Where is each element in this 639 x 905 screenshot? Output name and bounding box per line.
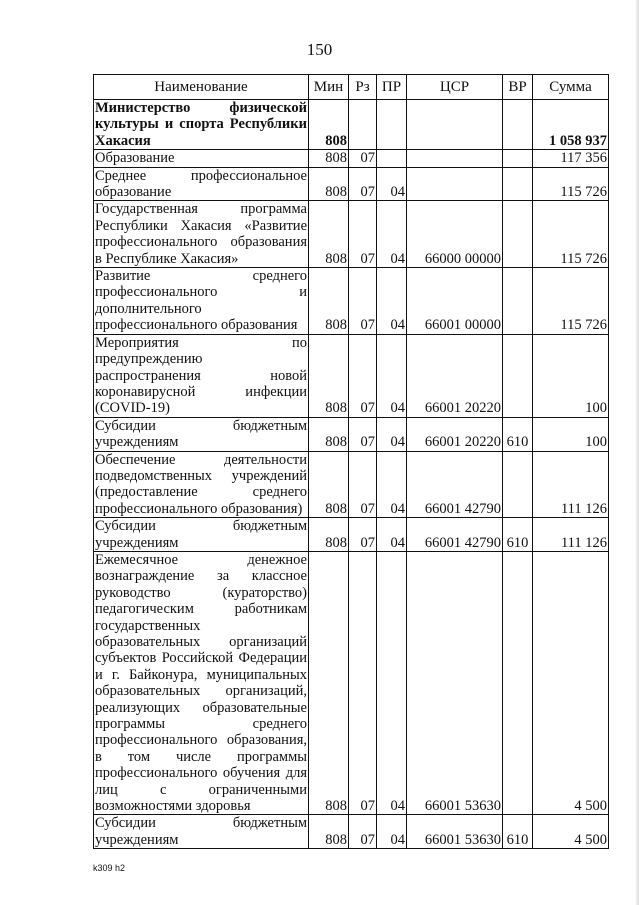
cell-vr [503,201,533,268]
cell-min: 808 [309,518,349,552]
cell-pr: 04 [377,201,407,268]
cell-csr [407,150,503,167]
header-row [94,75,609,100]
cell-rz: 07 [349,451,377,518]
cell-vr: 610 [503,815,533,849]
cell-sum: 111 126 [533,451,609,518]
cell-vr [503,167,533,201]
cell-rz: 07 [349,201,377,268]
scan-edge-shadow [635,0,639,905]
cell-min: 808 [309,451,349,518]
table-row [94,167,609,201]
cell-min: 808 [309,268,349,335]
cell-pr: 04 [377,167,407,201]
page-number: 150 [306,40,333,59]
cell-sum: 115 726 [533,268,609,335]
cell-sum: 4 500 [533,815,609,849]
cell-vr [503,451,533,518]
table-row [94,150,609,167]
header-sum: Сумма [533,75,609,100]
cell-name: Ежемесячное денежное вознаграждение за классное руководство (кураторство) педагогическим работникам государственных образовательных организаций субъектов Российской Федерации и г. Байконура, муниципальных образовательных организаций, реализующих образовательные программы среднего профессионального образования, в том числе программы профессионального обучения для лиц с ограниченными возможностями здоровья [95,551,307,815]
cell-vr [503,150,533,167]
table-row [94,334,609,417]
cell-min: 808 [309,100,349,150]
cell-vr: 610 [503,417,533,451]
cell-pr: 04 [377,417,407,451]
cell-min: 808 [309,417,349,451]
cell-vr [503,334,533,417]
cell-csr [407,167,503,201]
budget-table [93,74,609,849]
cell-sum: 100 [533,417,609,451]
cell-pr: 04 [377,815,407,849]
cell-name: Мероприятия по предупреждению распространения новой коронавирусной инфекции (COVID-19) [95,334,307,417]
table-row [94,815,609,849]
cell-pr [377,150,407,167]
cell-csr [407,100,503,150]
footer-code: k309 h2 [93,863,126,873]
cell-rz [349,100,377,150]
cell-min: 808 [309,815,349,849]
cell-rz: 07 [349,551,377,815]
cell-min: 808 [309,334,349,417]
cell-sum: 115 726 [533,201,609,268]
cell-vr [503,100,533,150]
header-name: Наименование [94,75,309,100]
cell-sum: 100 [533,334,609,417]
cell-rz: 07 [349,167,377,201]
cell-rz: 07 [349,417,377,451]
cell-vr: 610 [503,518,533,552]
cell-rz: 07 [349,268,377,335]
cell-name: Государственная программа Республики Хакасия «Развитие профессионального образования в Республике Хакасия» [95,201,307,267]
table-row [94,417,609,451]
table-row [94,268,609,335]
header-pr: ПР [377,75,407,100]
cell-sum: 115 726 [533,167,609,201]
cell-name: Среднее профессиональное образование [95,167,307,201]
cell-csr: 66001 42790 [407,518,503,552]
cell-name: Образование [94,150,309,167]
cell-csr: 66001 53630 [407,815,503,849]
cell-csr: 66001 20220 [407,334,503,417]
cell-rz: 07 [349,815,377,849]
cell-min: 808 [309,167,349,201]
header-min: Мин [309,75,349,100]
cell-csr: 66001 53630 [407,551,503,815]
cell-csr: 66001 00000 [407,268,503,335]
cell-rz: 07 [349,150,377,167]
cell-sum: 111 126 [533,518,609,552]
cell-pr [377,100,407,150]
cell-sum: 117 356 [533,150,609,167]
cell-name: Развитие среднего профессионального и дополнительного профессионального образования [95,268,307,334]
table-row [94,100,609,150]
cell-pr: 04 [377,451,407,518]
header-rz: Рз [349,75,377,100]
header-vr: ВР [503,75,533,100]
cell-sum: 1 058 937 [533,100,609,150]
table-row [94,518,609,552]
header-csr: ЦСР [407,75,503,100]
cell-vr [503,551,533,815]
cell-csr: 66000 00000 [407,201,503,268]
cell-rz: 07 [349,334,377,417]
cell-min: 808 [309,551,349,815]
cell-csr: 66001 20220 [407,417,503,451]
cell-pr: 04 [377,551,407,815]
cell-name: Субсидии бюджетным учреждениям [95,417,307,451]
cell-name: Министерство физической культуры и спорта Республики Хакасия [95,100,307,149]
cell-pr: 04 [377,518,407,552]
cell-vr [503,268,533,335]
table-row [94,551,609,815]
table-row [94,201,609,268]
cell-name: Субсидии бюджетным учреждениям [95,518,307,551]
cell-name: Обеспечение деятельности подведомственных учреждений (предоставление среднего профессионального образования) [95,451,307,517]
cell-min: 808 [309,201,349,268]
cell-min: 808 [309,150,349,167]
cell-sum: 4 500 [533,551,609,815]
cell-pr: 04 [377,334,407,417]
cell-rz: 07 [349,518,377,552]
cell-csr: 66001 42790 [407,451,503,518]
cell-pr: 04 [377,268,407,335]
table-row [94,451,609,518]
cell-name: Субсидии бюджетным учреждениям [95,815,307,848]
